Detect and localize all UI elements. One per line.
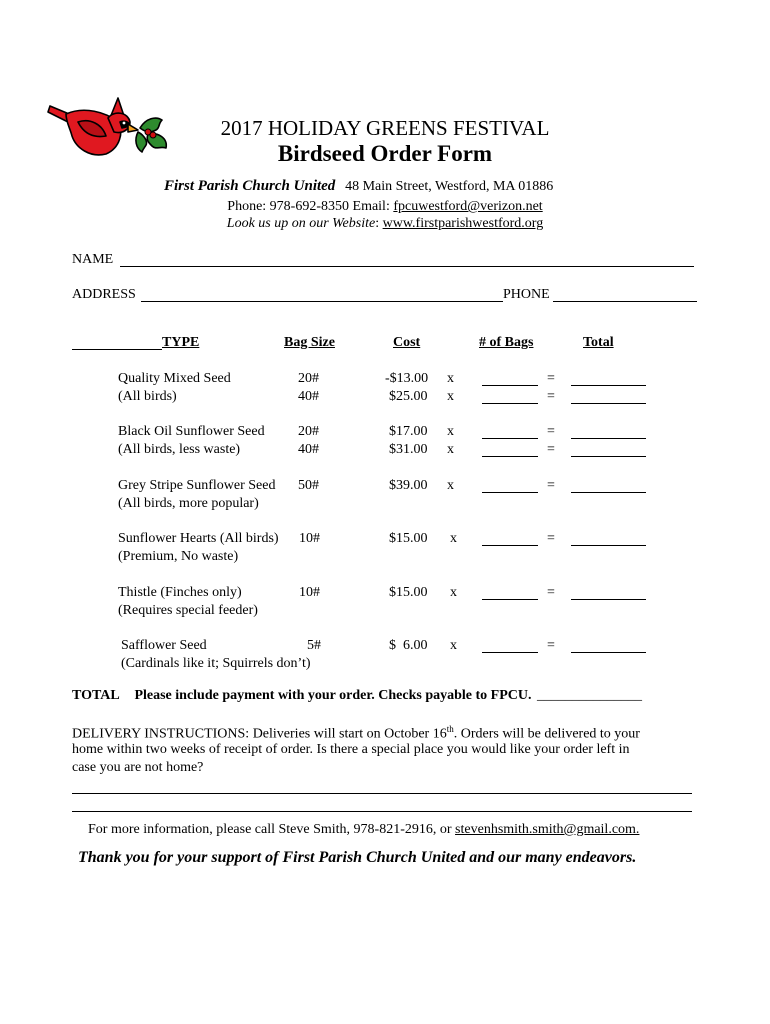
page-title: 2017 HOLIDAY GREENS FESTIVAL [220,116,550,140]
times-sign: x [447,389,454,404]
equals-sign: = [547,371,555,386]
bags-input-line[interactable] [482,652,538,653]
header-bag-size: Bag Size [284,335,335,350]
row-size: 40# [298,389,319,404]
equals-sign: = [547,442,555,457]
bags-input-line[interactable] [482,545,538,546]
times-sign: x [450,531,457,546]
email-link[interactable]: fpcuwestford@verizon.net [393,199,543,214]
equals-sign: = [547,478,555,493]
grand-total-input[interactable]: _______________ [537,688,643,703]
delivery-instructions-line1 [72,724,640,743]
delivery-input-line-2[interactable] [72,811,692,812]
info-text: For more information, please call Steve Smith, 978-821-2916, or [88,822,456,837]
name-label: NAME [72,252,114,267]
name-field-row [72,252,113,268]
delivery-instructions-line3: case you are not home? [72,760,204,775]
row-type-line1: Grey Stripe Sunflower Seed [118,478,276,493]
row-type-line2: (All birds) [118,389,177,404]
total-input-line[interactable] [571,438,646,439]
total-label: TOTAL [72,688,119,703]
phone-label: PHONE [503,287,550,302]
row-size: 50# [298,478,319,493]
row-size: 10# [299,585,320,600]
payment-note: Please include payment with your order. Checks payable to FPCU. [134,688,532,703]
times-sign: x [447,478,454,493]
row-cost: $25.00 [389,389,428,404]
contact-line [0,199,770,215]
times-sign: x [450,585,457,600]
total-input-line[interactable] [571,652,646,653]
total-input-line[interactable] [571,403,646,404]
delivery-input-line-1[interactable] [72,793,692,794]
bags-input-line[interactable] [482,492,538,493]
times-sign: x [447,371,454,386]
row-type-line2: (All birds, more popular) [118,496,259,511]
total-row [72,688,642,704]
website-colon: : [375,216,383,231]
row-cost: $15.00 [389,531,428,546]
website-link[interactable]: www.firstparishwestford.org [382,216,544,231]
phone-email-label: Phone: 978-692-8350 Email: [227,199,394,214]
row-type-line2: (Cardinals like it; Squirrels don’t) [121,656,311,671]
org-address: 48 Main Street, Westford, MA 01886 [345,179,554,194]
row-cost: $ 6.00 [389,638,428,653]
form-title: Birdseed Order Form [277,141,493,166]
type-header-rule [72,349,162,350]
header-cost: Cost [393,335,421,350]
info-email-link[interactable]: stevenhsmith.smith@gmail.com. [455,822,640,837]
website-label: Look us up on our Website [226,216,376,231]
org-line [164,178,553,195]
total-input-line[interactable] [571,456,646,457]
equals-sign: = [547,585,555,600]
times-sign: x [447,442,454,457]
row-type-line2: (Requires special feeder) [118,603,258,618]
row-size: 10# [299,531,320,546]
equals-sign: = [547,531,555,546]
delivery-sup: th [446,724,454,734]
row-size: 20# [298,371,319,386]
row-type-line1: Thistle (Finches only) [118,585,242,600]
address-input-line[interactable] [141,301,503,302]
row-type-line2: (All birds, less waste) [118,442,241,457]
org-name: First Parish Church United [164,178,336,194]
header-total: Total [583,335,614,350]
info-line [88,822,639,838]
row-cost: -$13.00 [385,371,429,386]
phone-input-line[interactable] [553,301,697,302]
row-cost: $15.00 [389,585,428,600]
header-type: TYPE [162,335,200,350]
total-input-line[interactable] [571,385,646,386]
row-cost: $31.00 [389,442,428,457]
total-input-line[interactable] [571,492,646,493]
row-type-line1: Sunflower Hearts (All birds) [118,531,279,546]
row-type-line1: Black Oil Sunflower Seed [118,424,265,439]
header-num-bags: # of Bags [479,335,534,350]
row-type-line1: Safflower Seed [121,638,207,653]
row-size: 5# [307,638,321,653]
delivery-text-b: . Orders will be delivered to your [453,726,640,742]
equals-sign: = [547,638,555,653]
bags-input-line[interactable] [482,599,538,600]
times-sign: x [447,424,454,439]
total-input-line[interactable] [571,545,646,546]
row-type-line1: Quality Mixed Seed [118,371,231,386]
row-cost: $17.00 [389,424,428,439]
equals-sign: = [547,389,555,404]
row-cost: $39.00 [389,478,428,493]
equals-sign: = [547,424,555,439]
row-size: 40# [298,442,319,457]
website-line [0,216,770,232]
delivery-instructions-line2: home within two weeks of receipt of order. Is there a special place you would like your order left in [72,742,630,757]
row-type-line2: (Premium, No waste) [118,549,239,564]
bags-input-line[interactable] [482,385,538,386]
bags-input-line[interactable] [482,438,538,439]
address-label: ADDRESS [72,287,136,302]
delivery-text-a: DELIVERY INSTRUCTIONS: Deliveries will start on October 16 [72,726,447,742]
bags-input-line[interactable] [482,403,538,404]
times-sign: x [450,638,457,653]
total-input-line[interactable] [571,599,646,600]
thank-you-note: Thank you for your support of First Parish Church United and our many endeavors. [78,849,637,866]
name-input-line[interactable] [120,266,694,267]
row-size: 20# [298,424,319,439]
bags-input-line[interactable] [482,456,538,457]
